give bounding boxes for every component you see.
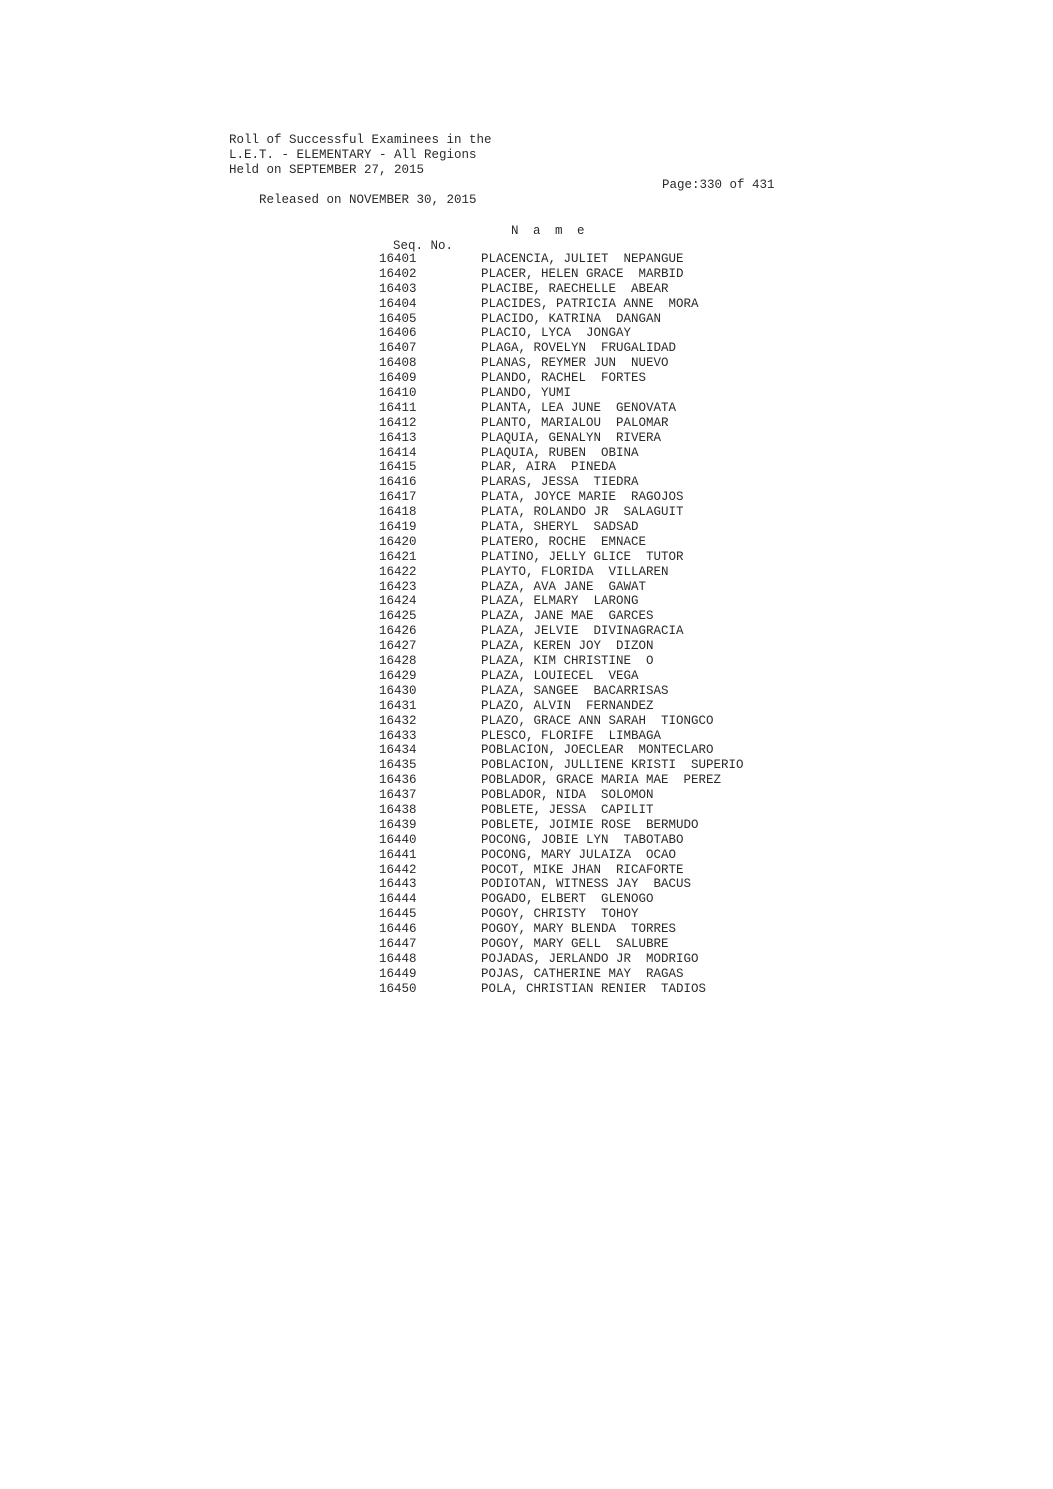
page-number: Page:330 of 431 bbox=[662, 178, 775, 192]
examinee-name: PODIOTAN, WITNESS JAY BACUS bbox=[481, 877, 692, 892]
seq-number: 16446 bbox=[379, 922, 417, 937]
seq-number: 16408 bbox=[379, 356, 417, 371]
seq-number: 16418 bbox=[379, 505, 417, 520]
examinee-name: PLAZO, ALVIN FERNANDEZ bbox=[481, 698, 654, 713]
seq-number: 16421 bbox=[379, 549, 417, 564]
list-item bbox=[379, 282, 799, 297]
seq-number: 16407 bbox=[379, 341, 417, 356]
examinee-name: PLAZA, SANGEE BACARRISAS bbox=[481, 683, 669, 698]
seq-number: 16417 bbox=[379, 490, 417, 505]
examinee-name: PLESCO, FLORIFE LIMBAGA bbox=[481, 728, 662, 743]
list-item bbox=[379, 773, 799, 788]
examinee-name: POLA, CHRISTIAN RENIER TADIOS bbox=[481, 981, 707, 996]
list-item bbox=[379, 460, 799, 475]
list-item bbox=[379, 416, 799, 431]
examinee-name: PLAZA, ELMARY LARONG bbox=[481, 594, 639, 609]
list-item bbox=[379, 937, 799, 952]
examinee-name: POGOY, MARY BLENDA TORRES bbox=[481, 922, 677, 937]
seq-number: 16447 bbox=[379, 936, 417, 951]
list-item bbox=[379, 967, 799, 982]
list-item bbox=[379, 550, 799, 565]
list-item bbox=[379, 535, 799, 550]
examinee-name: PLAZO, GRACE ANN SARAH TIONGCO bbox=[481, 713, 714, 728]
examinee-name: POCONG, JOBIE LYN TABOTABO bbox=[481, 832, 684, 847]
examinee-name: PLANDO, RACHEL FORTES bbox=[481, 371, 647, 386]
examinee-name: POBLACION, JOECLEAR MONTECLARO bbox=[481, 743, 714, 758]
document-header bbox=[229, 133, 789, 207]
seq-number: 16429 bbox=[379, 668, 417, 683]
examinee-name: PLANDO, YUMI bbox=[481, 386, 572, 401]
examinee-name: POJADAS, JERLANDO JR MODRIGO bbox=[481, 951, 699, 966]
seq-number: 16437 bbox=[379, 788, 417, 803]
examinee-name: PLATA, SHERYL SADSAD bbox=[481, 520, 639, 535]
list-item bbox=[379, 982, 799, 997]
examinee-name: PLATA, ROLANDO JR SALAGUIT bbox=[481, 505, 684, 520]
list-item bbox=[379, 684, 799, 699]
seq-number: 16415 bbox=[379, 460, 417, 475]
seq-number: 16404 bbox=[379, 296, 417, 311]
examinee-name: POBLADOR, NIDA SOLOMON bbox=[481, 788, 654, 803]
seq-number: 16406 bbox=[379, 326, 417, 341]
examinee-name: PLANTA, LEA JUNE GENOVATA bbox=[481, 400, 677, 415]
list-item bbox=[379, 714, 799, 729]
list-item bbox=[379, 803, 799, 818]
examinee-name: PLAR, AIRA PINEDA bbox=[481, 460, 617, 475]
list-item bbox=[379, 818, 799, 833]
list-item bbox=[379, 877, 799, 892]
seq-number: 16411 bbox=[379, 400, 417, 415]
examinee-name: PLANTO, MARIALOU PALOMAR bbox=[481, 415, 669, 430]
seq-number: 16441 bbox=[379, 847, 417, 862]
seq-number: 16427 bbox=[379, 639, 417, 654]
examinee-name: PLAZA, KEREN JOY DIZON bbox=[481, 639, 654, 654]
seq-number: 16440 bbox=[379, 832, 417, 847]
seq-number: 16445 bbox=[379, 907, 417, 922]
seq-number: 16426 bbox=[379, 624, 417, 639]
header-title: Roll of Successful Examinees in the bbox=[229, 133, 492, 147]
list-item bbox=[379, 729, 799, 744]
seq-number: 16428 bbox=[379, 654, 417, 669]
seq-number: 16442 bbox=[379, 862, 417, 877]
seq-number: 16401 bbox=[379, 252, 417, 266]
seq-number: 16433 bbox=[379, 728, 417, 743]
examinee-name: PLAZA, AVA JANE GAWAT bbox=[481, 579, 647, 594]
list-item bbox=[379, 594, 799, 609]
seq-column-header: Seq. No. bbox=[393, 239, 454, 253]
list-item bbox=[379, 297, 799, 312]
seq-number: 16432 bbox=[379, 713, 417, 728]
examinee-name: POCONG, MARY JULAIZA OCAO bbox=[481, 847, 677, 862]
seq-number: 16424 bbox=[379, 594, 417, 609]
list-item bbox=[379, 922, 799, 937]
list-item bbox=[379, 505, 799, 520]
list-item bbox=[379, 565, 799, 580]
list-item bbox=[379, 401, 799, 416]
list-item bbox=[379, 446, 799, 461]
seq-number: 16448 bbox=[379, 951, 417, 966]
seq-number: 16409 bbox=[379, 371, 417, 386]
list-item bbox=[379, 952, 799, 967]
seq-number: 16402 bbox=[379, 266, 417, 281]
list-item bbox=[379, 654, 799, 669]
seq-number: 16419 bbox=[379, 520, 417, 535]
seq-number: 16412 bbox=[379, 415, 417, 430]
seq-number: 16443 bbox=[379, 877, 417, 892]
list-item bbox=[379, 743, 799, 758]
header-held-date: Held on SEPTEMBER 27, 2015 bbox=[229, 163, 425, 177]
list-item bbox=[379, 609, 799, 624]
list-item bbox=[379, 431, 799, 446]
seq-number: 16410 bbox=[379, 386, 417, 401]
list-item bbox=[379, 848, 799, 863]
list-item bbox=[379, 699, 799, 714]
examinee-name: PLANAS, REYMER JUN NUEVO bbox=[481, 356, 669, 371]
examinee-name: POBLACION, JULLIENE KRISTI SUPERIO bbox=[481, 758, 744, 773]
column-headers bbox=[378, 224, 589, 253]
examinee-name: PLAZA, KIM CHRISTINE O bbox=[481, 654, 654, 669]
examinee-list bbox=[379, 252, 799, 997]
examinee-name: POBLETE, JESSA CAPILIT bbox=[481, 802, 654, 817]
examinee-name: PLAZA, JELVIE DIVINAGRACIA bbox=[481, 624, 684, 639]
list-item bbox=[379, 386, 799, 401]
list-item bbox=[379, 639, 799, 654]
seq-number: 16425 bbox=[379, 609, 417, 624]
list-item bbox=[379, 907, 799, 922]
examinee-name: PLAZA, JANE MAE GARCES bbox=[481, 609, 654, 624]
seq-number: 16422 bbox=[379, 564, 417, 579]
examinee-name: POJAS, CATHERINE MAY RAGAS bbox=[481, 966, 684, 981]
examinee-name: PLACIDES, PATRICIA ANNE MORA bbox=[481, 296, 699, 311]
seq-number: 16449 bbox=[379, 966, 417, 981]
seq-number: 16435 bbox=[379, 758, 417, 773]
examinee-name: POBLADOR, GRACE MARIA MAE PEREZ bbox=[481, 773, 722, 788]
examinee-name: PLAQUIA, GENALYN RIVERA bbox=[481, 430, 662, 445]
seq-number: 16420 bbox=[379, 534, 417, 549]
examinee-name: PLACENCIA, JULIET NEPANGUE bbox=[481, 252, 684, 266]
list-item bbox=[379, 252, 799, 267]
list-item bbox=[379, 833, 799, 848]
list-item bbox=[379, 758, 799, 773]
examinee-name: PLACIDO, KATRINA DANGAN bbox=[481, 311, 662, 326]
header-exam: L.E.T. - ELEMENTARY - All Regions bbox=[229, 148, 477, 162]
examinee-name: PLACER, HELEN GRACE MARBID bbox=[481, 266, 684, 281]
examinee-name: POBLETE, JOIMIE ROSE BERMUDO bbox=[481, 817, 699, 832]
seq-number: 16414 bbox=[379, 445, 417, 460]
examinee-name: PLARAS, JESSA TIEDRA bbox=[481, 475, 639, 490]
seq-number: 16403 bbox=[379, 281, 417, 296]
examinee-name: PLACIO, LYCA JONGAY bbox=[481, 326, 632, 341]
examinee-name: PLATA, JOYCE MARIE RAGOJOS bbox=[481, 490, 684, 505]
examinee-name: PLATINO, JELLY GLICE TUTOR bbox=[481, 549, 684, 564]
seq-number: 16430 bbox=[379, 683, 417, 698]
examinee-name: POGADO, ELBERT GLENOGO bbox=[481, 892, 654, 907]
seq-number: 16405 bbox=[379, 311, 417, 326]
name-column-header: N a m e bbox=[511, 224, 589, 238]
seq-number: 16436 bbox=[379, 773, 417, 788]
list-item bbox=[379, 341, 799, 356]
list-item bbox=[379, 580, 799, 595]
list-item bbox=[379, 624, 799, 639]
examinee-name: PLAQUIA, RUBEN OBINA bbox=[481, 445, 639, 460]
examinee-name: PLATERO, ROCHE EMNACE bbox=[481, 534, 647, 549]
seq-number: 16438 bbox=[379, 802, 417, 817]
list-item bbox=[379, 356, 799, 371]
list-item bbox=[379, 371, 799, 386]
seq-number: 16416 bbox=[379, 475, 417, 490]
header-release-line bbox=[229, 178, 789, 207]
list-item bbox=[379, 267, 799, 282]
list-item bbox=[379, 863, 799, 878]
list-item bbox=[379, 669, 799, 684]
list-item bbox=[379, 312, 799, 327]
examinee-name: PLAYTO, FLORIDA VILLAREN bbox=[481, 564, 669, 579]
header-released-date: Released on NOVEMBER 30, 2015 bbox=[259, 193, 477, 207]
examinee-name: PLAGA, ROVELYN FRUGALIDAD bbox=[481, 341, 677, 356]
list-item bbox=[379, 788, 799, 803]
seq-number: 16439 bbox=[379, 817, 417, 832]
seq-number: 16450 bbox=[379, 981, 417, 996]
seq-number: 16444 bbox=[379, 892, 417, 907]
list-item bbox=[379, 520, 799, 535]
seq-number: 16431 bbox=[379, 698, 417, 713]
examinee-name: POCOT, MIKE JHAN RICAFORTE bbox=[481, 862, 684, 877]
examinee-name: POGOY, MARY GELL SALUBRE bbox=[481, 936, 669, 951]
examinee-name: PLACIBE, RAECHELLE ABEAR bbox=[481, 281, 669, 296]
list-item bbox=[379, 490, 799, 505]
seq-number: 16413 bbox=[379, 430, 417, 445]
list-item bbox=[379, 326, 799, 341]
seq-number: 16423 bbox=[379, 579, 417, 594]
list-item bbox=[379, 475, 799, 490]
seq-number: 16434 bbox=[379, 743, 417, 758]
examinee-name: PLAZA, LOUIECEL VEGA bbox=[481, 668, 639, 683]
list-item bbox=[379, 892, 799, 907]
examinee-name: POGOY, CHRISTY TOHOY bbox=[481, 907, 639, 922]
